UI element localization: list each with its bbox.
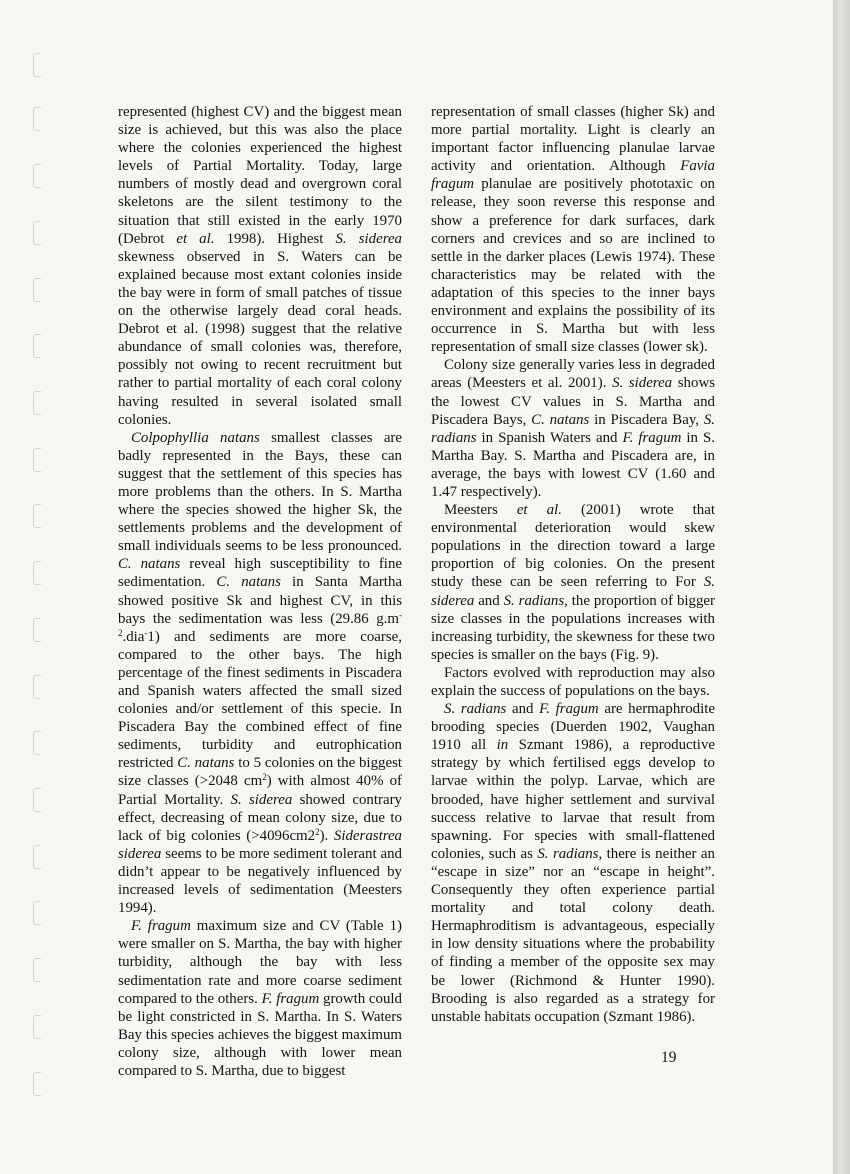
binding-hole-mark	[33, 221, 41, 245]
text-run: planulae are positively phototaxic on release, they soon reverse this response and show a preference for dark surfaces, dark corners and crevices and so are inclined to settle in the darker places (Lewis 1974). These characteristics may be related with the adaptation of this species to the inner bays environment and explains the possibility of its occurrence in S. Martha but with less representation of small size classes (lower sk).	[431, 176, 715, 356]
text-run: skewness observed in S. Waters can be explained because most extant colonies inside the bay were in form of small patches of tissue on the otherwise largely dead coral heads. Debrot et al. (1998) suggest that the relative abundance of small colonies was, therefore, possibly not owing to recent recruitment but rather to partial mortality of each coral colony having resulted in several isolated small colonies.	[118, 248, 402, 428]
binding-hole-mark	[33, 53, 41, 77]
text-run: maximum size and CV (Table 1) were smaller on S. Martha, the bay with higher turbidity, although the bay with less sedimentation rate and more coarse sediment compared to the others.	[118, 918, 402, 1007]
italic-text: C. natans	[531, 411, 590, 428]
text-run: representation of small classes (higher Sk) and more partial mortality. Light is clearly an important factor influencing planulae larvae activity and orientation. Although	[431, 104, 715, 175]
text-run: , there is neither an “escape in size” nor an “escape in height”. Consequently they often experience partial mortality and total colony death. Hermaphroditism is advantageous, especially in low density situations where the probability of finding a member of the opposite sex may be lower (Richmond & Hunter 1990). Brooding is also regarded as a strategy for unstable habitats occupation (Szmant 1986).	[431, 845, 715, 1025]
text-run: are hermaphrodite brooding species (Duerden 1902, Vaughan 1910 all	[431, 701, 715, 754]
italic-text: Siderastrea siderea	[118, 827, 402, 862]
binding-hole-mark	[33, 731, 41, 755]
text-run: represented (highest CV) and the biggest mean size is achieved, but this was also the place where the colonies experienced the highest levels of Partial Mortality. Today, large numbers of mostly dead and overgrown coral skeletons are the silent testimony to the situation that still existed in the early 1970 (Debrot	[118, 104, 402, 247]
binding-hole-mark	[33, 561, 41, 585]
italic-text: F. fragum	[261, 990, 320, 1007]
binding-hole-mark	[33, 958, 41, 982]
paragraph	[118, 917, 402, 1080]
italic-text: S. siderea	[431, 574, 715, 609]
binding-hole-mark	[33, 901, 41, 925]
binding-hole-mark	[33, 788, 41, 812]
superscript: -	[144, 627, 148, 638]
binding-hole-mark	[33, 675, 41, 699]
text-run: Szmant 1986), a reproductive strategy by which fertilised eggs develop to larvae within the polyp. Larvae, which are brooded, have higher settlement and survival success relative to larvae that result from spawning. For species with small-flattened colonies, such as	[431, 737, 715, 862]
italic-text: C. natans	[118, 556, 181, 573]
italic-text: et al.	[516, 502, 562, 519]
binding-hole-mark	[33, 845, 41, 869]
italic-text: F. fragum	[131, 918, 191, 935]
superscript: 2	[262, 772, 267, 783]
text-run: to 5 colonies on the biggest size classes (>2048 cm	[118, 755, 403, 790]
paragraph	[431, 356, 715, 501]
italic-text: F. fragum	[539, 701, 599, 718]
italic-text: S. siderea	[230, 791, 293, 808]
paragraph	[431, 664, 715, 700]
text-run: in Piscadera Bay,	[589, 411, 704, 428]
italic-text: Colpophyllia natans	[131, 429, 260, 446]
italic-text: in	[496, 737, 509, 754]
scan-background-edge	[833, 0, 850, 1174]
text-run: Factors evolved with reproduction may also explain the success of populations on the bays.	[431, 664, 715, 699]
binding-hole-mark	[33, 391, 41, 415]
italic-text: C. natans	[177, 755, 235, 772]
italic-text: et al.	[176, 230, 215, 247]
text-run: ) with almost 40% of Partial Mortality.	[118, 773, 402, 808]
text-run: reveal high susceptibility to fine sedimentation.	[118, 556, 402, 591]
text-run: Colony size generally varies less in degraded areas (Meesters et al. 2001).	[431, 357, 715, 392]
binding-hole-mark	[33, 334, 41, 358]
text-run: smallest classes are badly represented in the Bays, these can suggest that the settlement of this species has more problems than the others. In S. Martha where the species showed the higher Sk, the settlements problems and the development of small individuals seems to be less pronounced.	[118, 429, 402, 555]
binding-hole-mark	[33, 448, 41, 472]
paragraph	[118, 103, 402, 429]
text-run: (2001) wrote that environmental deterioration would skew populations in the direction toward a large proportion of big colonies. On the present study these can be seen referring to For	[431, 502, 715, 591]
italic-text: Favia fragum	[431, 158, 715, 193]
text-run: in S. Martha Bay. S. Martha and Piscadera are, in average, the bays with lowest CV (1.60 and 1.47 respectively).	[431, 429, 715, 500]
text-run: , the proportion of bigger size classes in the populations increases with increasing turbidity, the skewness for these two species is smaller on the bays (Fig. 9).	[431, 592, 715, 663]
text-run: seems to be more sediment tolerant and didn’t appear to be negatively influenced by increased levels of sedimentation (Meesters 1994).	[118, 845, 402, 917]
page-number: 19	[661, 1049, 677, 1066]
right-text-column	[431, 103, 715, 1026]
text-run: in Spanish Waters and	[476, 429, 623, 446]
italic-text: S. radians	[537, 845, 599, 862]
paragraph	[118, 429, 402, 918]
text-run: showed contrary effect, decreasing of mean colony size, due to lack of big colonies (>4096cm2	[118, 791, 402, 844]
binding-hole-mark	[33, 164, 41, 188]
left-text-column	[118, 103, 402, 1080]
italic-text: F. fragum	[622, 429, 682, 446]
text-run: in Santa Martha showed positive Sk and highest CV, in this bays the sedimentation was less (29.86 g.m	[118, 574, 403, 627]
binding-hole-mark	[33, 278, 41, 302]
text-run: .dia	[122, 628, 145, 645]
binding-hole-mark	[33, 504, 41, 528]
italic-text: S. siderea	[335, 230, 402, 247]
text-run: and	[474, 592, 504, 609]
italic-text: S. siderea	[612, 375, 673, 392]
italic-text: S. radians	[444, 701, 507, 718]
binding-hole-mark	[33, 1072, 41, 1096]
text-run: ).	[319, 827, 334, 844]
text-run: shows the lowest CV values in S. Martha and Piscadera Bays,	[431, 375, 715, 428]
superscript: -2	[118, 609, 402, 638]
superscript: 2	[315, 826, 320, 837]
binding-hole-mark	[33, 107, 41, 131]
paragraph	[431, 103, 715, 356]
italic-text: S. radians	[431, 411, 715, 446]
text-run: 1998). Highest	[214, 230, 336, 247]
text-run: Meesters	[444, 502, 517, 519]
text-run: and	[506, 701, 540, 718]
italic-text: C. natans	[216, 574, 281, 591]
paragraph	[431, 700, 715, 1026]
binding-hole-mark	[33, 618, 41, 642]
paragraph	[431, 501, 715, 664]
binding-hole-mark	[33, 1015, 41, 1039]
italic-text: S. radians	[503, 592, 565, 609]
text-run: 1) and sediments are more coarse, compared to the other bays. The high percentage of the finest sediments in Piscadera and Spanish waters affected the small sized colonies and/or settlement of this specie. In Piscadera Bay the combined effect of fine sediments, turbidity and eutrophication restricted	[118, 628, 402, 772]
text-run: growth could be light constricted in S. Martha. In S. Waters Bay this species achieves the biggest maximum colony size, although with lower mean compared to S. Martha, due to biggest	[118, 990, 403, 1079]
